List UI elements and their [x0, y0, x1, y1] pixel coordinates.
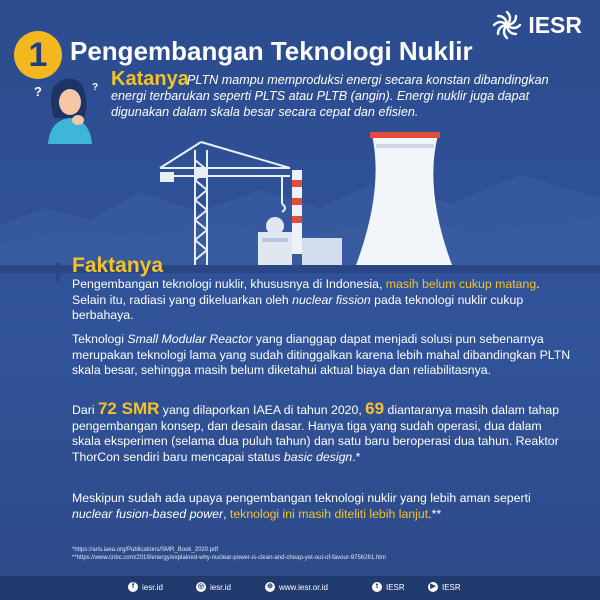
- instagram-icon: ◎: [197, 583, 205, 590]
- section-number-badge: 1: [14, 31, 62, 79]
- question-mark-icon: ?: [34, 84, 42, 99]
- footer-label: IESR: [386, 582, 405, 592]
- italic-text: nuclear fusion-based power: [72, 506, 224, 521]
- logo-text: IESR: [528, 11, 582, 38]
- highlight-text: teknologi ini masih diteliti lebih lanjut: [229, 506, 429, 521]
- footnotes: [72, 546, 386, 562]
- generator-building: [302, 238, 342, 265]
- reactor-building: [258, 232, 292, 265]
- highlight-text: masih belum cukup matang: [385, 277, 537, 291]
- katanya-text: PLTN mampu memproduksi energi secara konstan dibandingkan energi terbarukan seperti PLTS atau PLTB (angin). Energi nuklir juga dapat digunakan dalam skala besar secara cepat dan efisien.: [111, 73, 549, 119]
- faktanya-label: Faktanya: [72, 254, 164, 277]
- text-span: .**: [428, 506, 442, 521]
- katanya-label: Katanya: [111, 68, 189, 90]
- iesr-logo-icon: [490, 8, 524, 42]
- crane-cabin: [194, 168, 208, 178]
- faktanya-paragraph-4: [72, 491, 572, 522]
- text-span: . Selain itu, radiasi yang dikeluarkan oleh: [72, 277, 540, 307]
- italic-text: Small Modular Reactor: [127, 332, 253, 346]
- footer-website-link[interactable]: [265, 582, 328, 592]
- youtube-icon: ▶: [428, 582, 438, 592]
- footer-label: iesr.id: [210, 582, 231, 592]
- footer-twitter-link[interactable]: [372, 582, 405, 592]
- footnote-2: **https://www.cnbc.com/2019/energy/explained-why-nuclear-power-is-clean-and-cheap-yet-out-of-favour-9756261.htm: [72, 555, 386, 561]
- text-span: yang dilaporkan IAEA di tahun 2020,: [159, 403, 366, 417]
- thinking-woman-illustration: [30, 74, 108, 144]
- faktanya-paragraph-1: [72, 277, 572, 324]
- text-span: Pengembangan teknologi nuklir, khususnya di Indonesia,: [72, 277, 386, 291]
- iesr-logo: [490, 8, 582, 42]
- stat-72-smr: 72 SMR: [97, 399, 160, 418]
- page-title: Pengembangan Teknologi Nuklir: [70, 36, 473, 66]
- footer-label: IESR: [442, 582, 461, 592]
- text-span: yang dianggap dapat menjadi solusi pun sebenarnya merupakan teknologi lama yang sudah ditinggalkan karena lebih mahal dibandingkan PLTN skala besar, sehingga masih belum diketahui aktual biaya dan reliabilitasnya.: [72, 332, 571, 377]
- faktanya-accent-bar: [56, 263, 60, 281]
- footer-facebook-link[interactable]: [128, 582, 163, 592]
- facebook-icon: f: [128, 582, 138, 592]
- footer-label: iesr.id: [142, 582, 163, 592]
- footer-label: www.iesr.or.id: [279, 582, 328, 592]
- question-mark-icon: ?: [92, 82, 99, 93]
- faktanya-paragraph-3: [72, 401, 572, 465]
- crane-counterweight: [160, 172, 174, 182]
- stat-69: 69: [365, 399, 385, 418]
- italic-text: nuclear fission: [292, 292, 371, 307]
- italic-text: basic design: [283, 449, 353, 464]
- footer-instagram-link[interactable]: [196, 582, 231, 592]
- twitter-icon: t: [372, 582, 382, 592]
- text-span: ,: [223, 506, 230, 521]
- globe-icon: ⊕: [265, 582, 275, 592]
- text-span: pada teknologi nuklir cukup berbahaya.: [72, 292, 524, 322]
- footnote-1: *https://aris.iaea.org/Publications/SMR_Book_2020.pdf: [72, 547, 219, 553]
- text-span: Meskipun sudah ada upaya pengembangan teknologi nuklir yang lebih aman seperti: [72, 491, 531, 505]
- faktanya-paragraph-2: [72, 332, 572, 379]
- text-span: .*: [352, 449, 361, 464]
- footer-youtube-link[interactable]: [428, 582, 461, 592]
- text-span: diantaranya masih dalam tahap pengembangan konsep, dan desain dasar. Hanya tiga yang sudah operasi, dua dalam skala eksperimen (selama dua puluh tahun) dan satu baru beroperasi dua tahun. Reaktor ThorCon sendiri baru mencapai status: [72, 403, 560, 464]
- text-span: Teknologi: [72, 332, 128, 346]
- text-span: Dari: [72, 403, 98, 417]
